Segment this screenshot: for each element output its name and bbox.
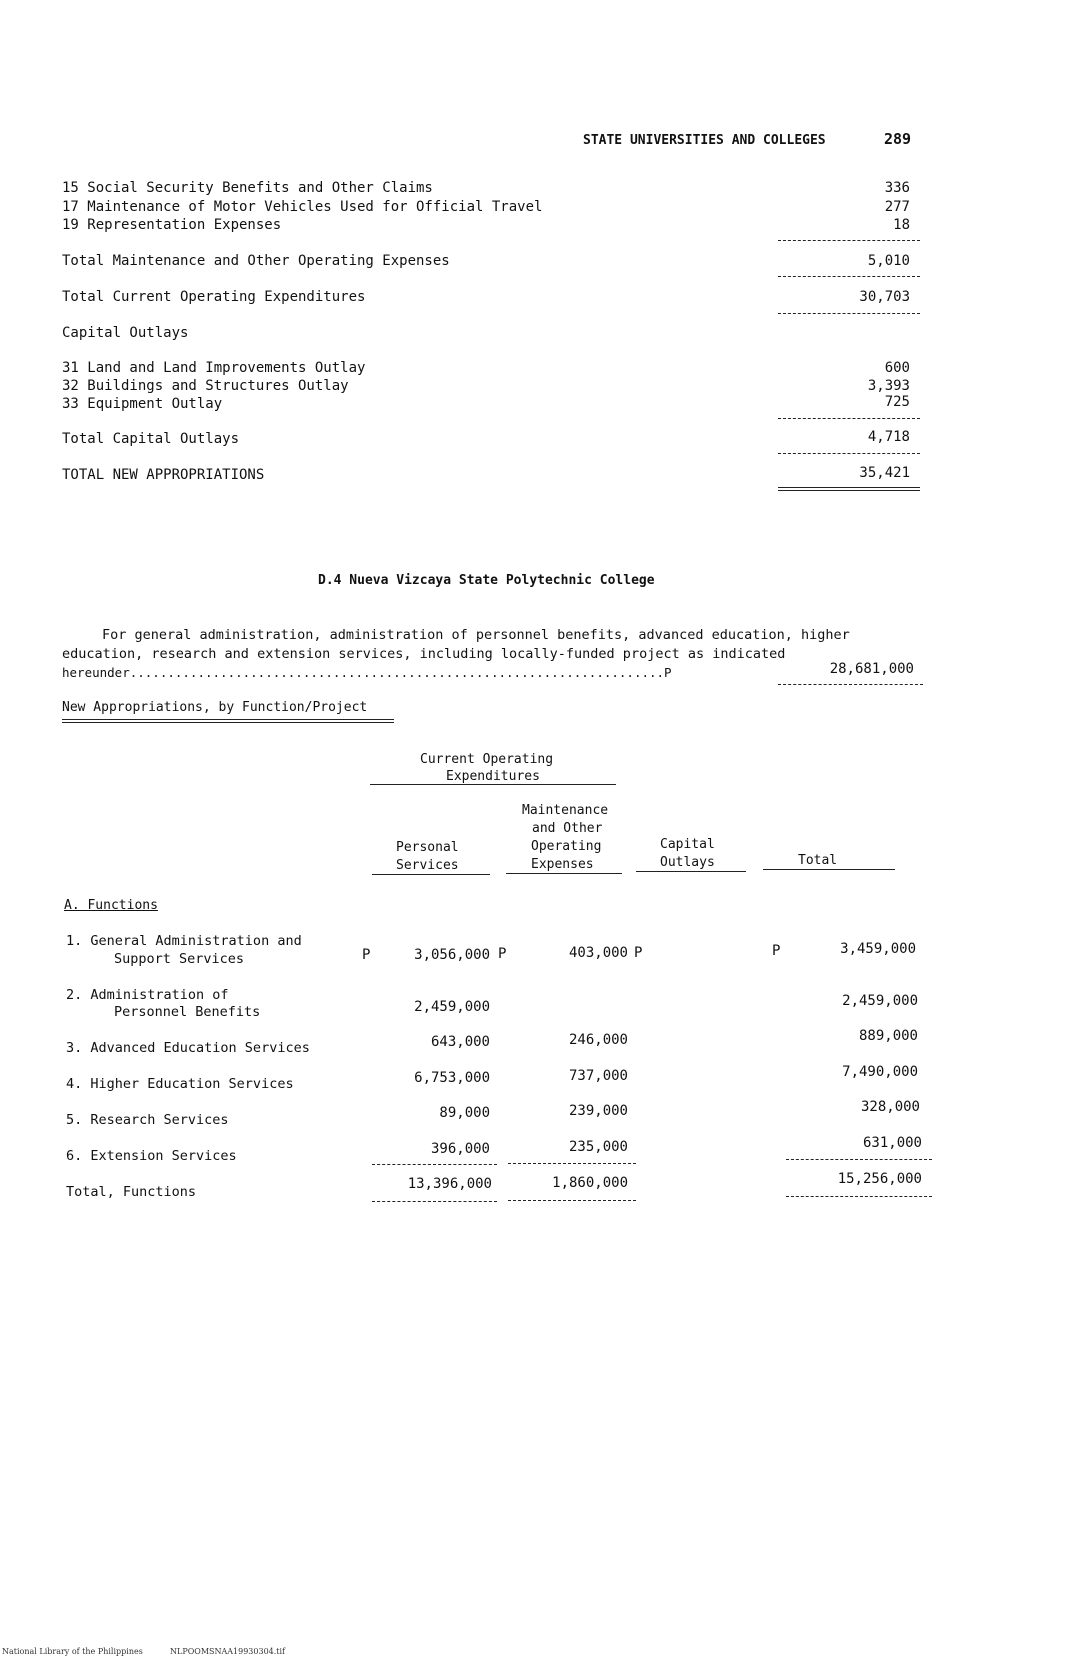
total-mooe-label: Total Maintenance and Other Operating Expenses <box>62 253 450 269</box>
paragraph-amount: 28,681,000 <box>829 661 914 677</box>
total-current-amount: 30,703 <box>859 289 910 305</box>
peso-sign: P <box>362 947 371 963</box>
page-number: 289 <box>884 130 912 148</box>
total-mooe-amount: 5,010 <box>867 253 910 269</box>
paragraph-line: education, research and extension services, including locally-funded project as indicated <box>62 646 786 662</box>
line-item-amount: 725 <box>884 394 910 410</box>
section-title: D.4 Nueva Vizcaya State Polytechnic College <box>318 573 655 588</box>
total-value: 889,000 <box>858 1028 918 1044</box>
paragraph-line: hereunder.......................................................................P <box>62 665 672 680</box>
total-total-value: 15,256,000 <box>837 1171 922 1187</box>
column-header-mooe: Maintenance <box>522 803 609 818</box>
line-item-amount: 336 <box>884 180 910 196</box>
total-mooe-value: 1,860,000 <box>552 1175 628 1191</box>
rule-line <box>778 453 920 454</box>
double-rule-line <box>778 487 920 491</box>
peso-sign: P <box>498 946 507 962</box>
capital-outlays-heading: Capital Outlays <box>62 325 189 341</box>
personal-services-value: 643,000 <box>430 1034 490 1050</box>
peso-sign: P <box>634 945 643 961</box>
total-capital-label: Total Capital Outlays <box>62 431 240 447</box>
line-item-label: 17 Maintenance of Motor Vehicles Used for Official Travel <box>62 199 543 215</box>
column-header-capital: Capital <box>660 837 715 852</box>
total-value: 7,490,000 <box>842 1064 918 1080</box>
rule-line <box>778 276 920 277</box>
line-item-amount: 3,393 <box>867 378 910 394</box>
total-functions-label: Total, Functions <box>66 1184 197 1200</box>
footer-filename: NLPOOMSNAA19930304.tif <box>170 1647 286 1656</box>
rule-line <box>778 240 920 241</box>
total-new-appropriations-amount: 35,421 <box>859 465 910 481</box>
mooe-value: 239,000 <box>568 1103 628 1119</box>
page-header-title: STATE UNIVERSITIES AND COLLEGES <box>583 133 826 148</box>
column-header-personal: Personal <box>396 840 459 855</box>
line-item-label: 32 Buildings and Structures Outlay <box>62 378 349 394</box>
mooe-value: 403,000 <box>568 945 628 961</box>
peso-sign: P <box>772 943 781 959</box>
total-value: 631,000 <box>862 1135 922 1151</box>
header-underline <box>763 869 895 870</box>
total-current-label: Total Current Operating Expenditures <box>62 289 366 305</box>
column-header-mooe: Operating <box>531 839 602 854</box>
total-value: 2,459,000 <box>842 993 918 1009</box>
new-appropriations-heading: New Appropriations, by Function/Project <box>62 700 368 715</box>
rule-line <box>778 313 920 314</box>
line-item-amount: 277 <box>884 199 910 215</box>
personal-services-value: 89,000 <box>439 1105 490 1121</box>
mooe-value: 246,000 <box>568 1032 628 1048</box>
rule-line <box>786 1159 932 1160</box>
column-header-mooe: and Other <box>532 821 603 836</box>
mooe-value: 737,000 <box>568 1068 628 1084</box>
function-label: 4. Higher Education Services <box>66 1076 294 1092</box>
column-group-header: Current Operating <box>420 752 554 767</box>
double-rule-line <box>62 719 394 723</box>
total-new-appropriations-label: TOTAL NEW APPROPRIATIONS <box>62 467 265 483</box>
function-label: Personnel Benefits <box>114 1004 261 1020</box>
line-item-label: 15 Social Security Benefits and Other Claims <box>62 180 433 196</box>
rule-line <box>372 1201 497 1202</box>
line-item-label: 19 Representation Expenses <box>62 217 282 233</box>
rule-line <box>778 684 923 685</box>
column-header-personal: Services <box>396 858 459 873</box>
function-label: 1. General Administration and <box>66 933 302 949</box>
function-label: 3. Advanced Education Services <box>66 1040 310 1056</box>
function-label: 2. Administration of <box>66 987 229 1003</box>
header-underline <box>506 873 622 874</box>
line-item-amount: 600 <box>884 360 910 376</box>
mooe-value: 235,000 <box>568 1139 628 1155</box>
column-group-header: Expenditures <box>446 769 540 784</box>
column-header-capital: Outlays <box>660 855 715 870</box>
rule-line <box>508 1163 636 1164</box>
header-underline <box>636 871 746 872</box>
total-personal-value: 13,396,000 <box>407 1176 492 1192</box>
paragraph-line: For general administration, administration of personnel benefits, advanced education, higher <box>102 627 850 643</box>
personal-services-value: 2,459,000 <box>414 999 490 1015</box>
function-label: 5. Research Services <box>66 1112 229 1128</box>
function-label: Support Services <box>114 951 245 967</box>
line-item-amount: 18 <box>893 217 910 233</box>
total-capital-amount: 4,718 <box>867 429 910 445</box>
personal-services-value: 3,056,000 <box>414 947 490 963</box>
total-value: 3,459,000 <box>840 941 916 957</box>
line-item-label: 33 Equipment Outlay <box>62 396 223 412</box>
total-value: 328,000 <box>860 1099 920 1115</box>
personal-services-value: 6,753,000 <box>414 1070 490 1086</box>
column-header-mooe: Expenses <box>531 857 594 872</box>
rule-line <box>372 1164 497 1165</box>
line-item-label: 31 Land and Land Improvements Outlay <box>62 360 366 376</box>
rule-line <box>786 1196 932 1197</box>
header-underline <box>370 784 616 785</box>
functions-heading: A. Functions <box>64 898 158 913</box>
rule-line <box>508 1200 636 1201</box>
footer-source: National Library of the Philippines <box>2 1647 143 1656</box>
rule-line <box>778 418 920 419</box>
function-label: 6. Extension Services <box>66 1148 237 1164</box>
header-underline <box>372 874 490 875</box>
column-header-total: Total <box>798 853 838 868</box>
personal-services-value: 396,000 <box>430 1141 490 1157</box>
